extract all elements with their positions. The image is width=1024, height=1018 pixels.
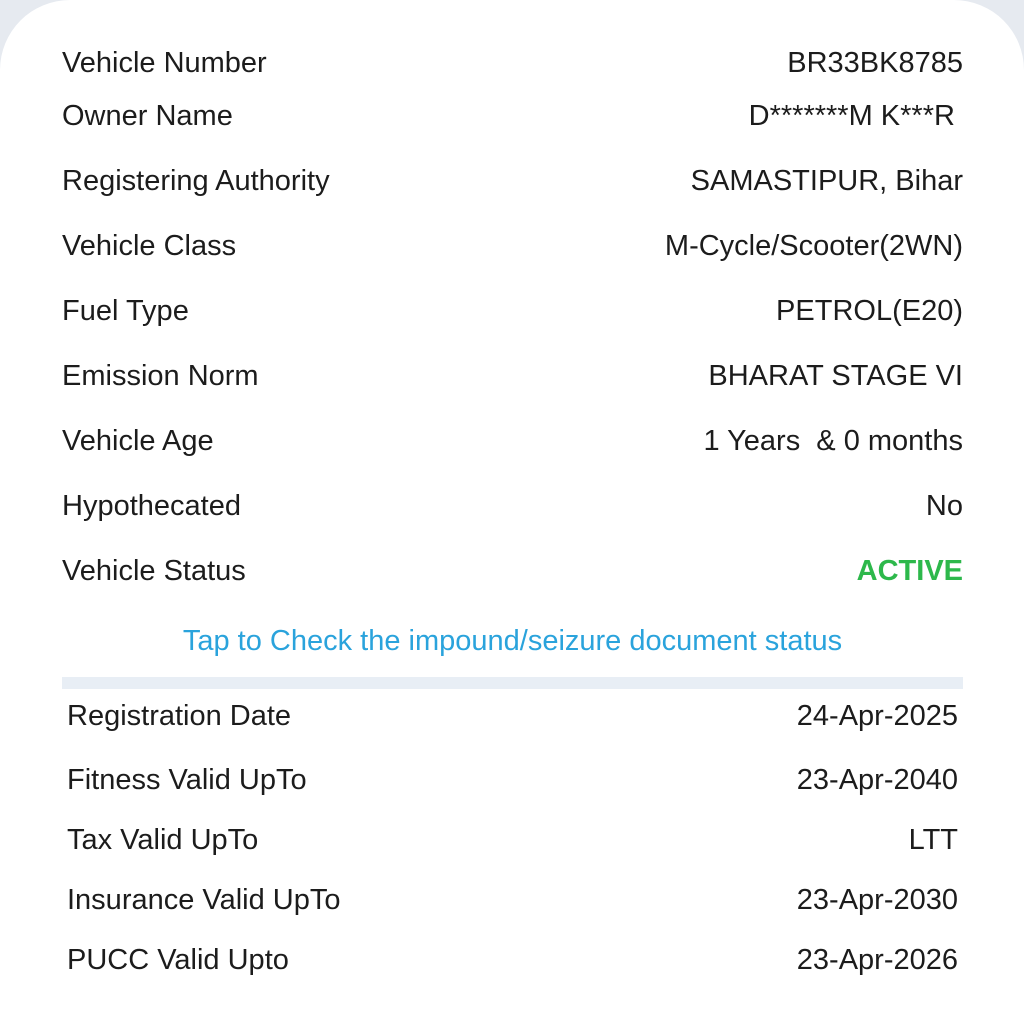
owner-name-label: Owner Name bbox=[62, 99, 233, 132]
fitness-valid-value: 23-Apr-2040 bbox=[796, 763, 958, 796]
vehicle-age-label: Vehicle Age bbox=[62, 424, 214, 457]
registering-authority-value: SAMASTIPUR, Bihar bbox=[690, 164, 963, 197]
tax-valid-value: LTT bbox=[908, 823, 958, 856]
tax-valid-row bbox=[67, 820, 958, 860]
hypothecated-label: Hypothecated bbox=[62, 489, 241, 522]
pucc-valid-value: 23-Apr-2026 bbox=[796, 943, 958, 976]
insurance-valid-row bbox=[67, 880, 958, 920]
emission-norm-value: BHARAT STAGE VI bbox=[708, 359, 963, 392]
vehicle-number-label: Vehicle Number bbox=[62, 46, 267, 79]
registration-date-label: Registration Date bbox=[67, 699, 292, 732]
tax-valid-label: Tax Valid UpTo bbox=[67, 823, 259, 856]
vehicle-class-row bbox=[62, 226, 963, 266]
vehicle-age-value: 1 Years & 0 months bbox=[703, 424, 963, 457]
insurance-valid-value: 23-Apr-2030 bbox=[796, 883, 958, 916]
emission-norm-row bbox=[62, 356, 963, 396]
vehicle-class-label: Vehicle Class bbox=[62, 229, 237, 262]
vehicle-number-value: BR33BK8785 bbox=[787, 46, 963, 79]
fitness-valid-label: Fitness Valid UpTo bbox=[67, 763, 307, 796]
impound-status-link[interactable]: Tap to Check the impound/seizure document status bbox=[182, 625, 843, 657]
fitness-valid-row bbox=[67, 760, 958, 800]
hypothecated-value: No bbox=[925, 489, 963, 522]
vehicle-status-row bbox=[62, 551, 963, 591]
section-divider bbox=[62, 677, 963, 689]
pucc-valid-label: PUCC Valid Upto bbox=[67, 943, 289, 976]
vehicle-age-row bbox=[62, 421, 963, 461]
fuel-type-label: Fuel Type bbox=[62, 294, 189, 327]
owner-name-row bbox=[62, 96, 963, 136]
fuel-type-row bbox=[62, 291, 963, 331]
vehicle-number-row bbox=[62, 43, 963, 83]
pucc-valid-row bbox=[67, 940, 958, 980]
vehicle-class-value: M-Cycle/Scooter(2WN) bbox=[664, 229, 963, 262]
registering-authority-label: Registering Authority bbox=[62, 164, 330, 197]
insurance-valid-label: Insurance Valid UpTo bbox=[67, 883, 341, 916]
fuel-type-value: PETROL(E20) bbox=[776, 294, 963, 327]
emission-norm-label: Emission Norm bbox=[62, 359, 259, 392]
vehicle-status-badge: ACTIVE bbox=[856, 554, 963, 587]
hypothecated-row bbox=[62, 486, 963, 526]
vehicle-status-label: Vehicle Status bbox=[62, 554, 246, 587]
registration-date-row bbox=[67, 696, 958, 736]
registration-date-value: 24-Apr-2025 bbox=[796, 699, 958, 732]
registering-authority-row bbox=[62, 161, 963, 201]
owner-name-value: D*******M K***R bbox=[748, 99, 963, 132]
